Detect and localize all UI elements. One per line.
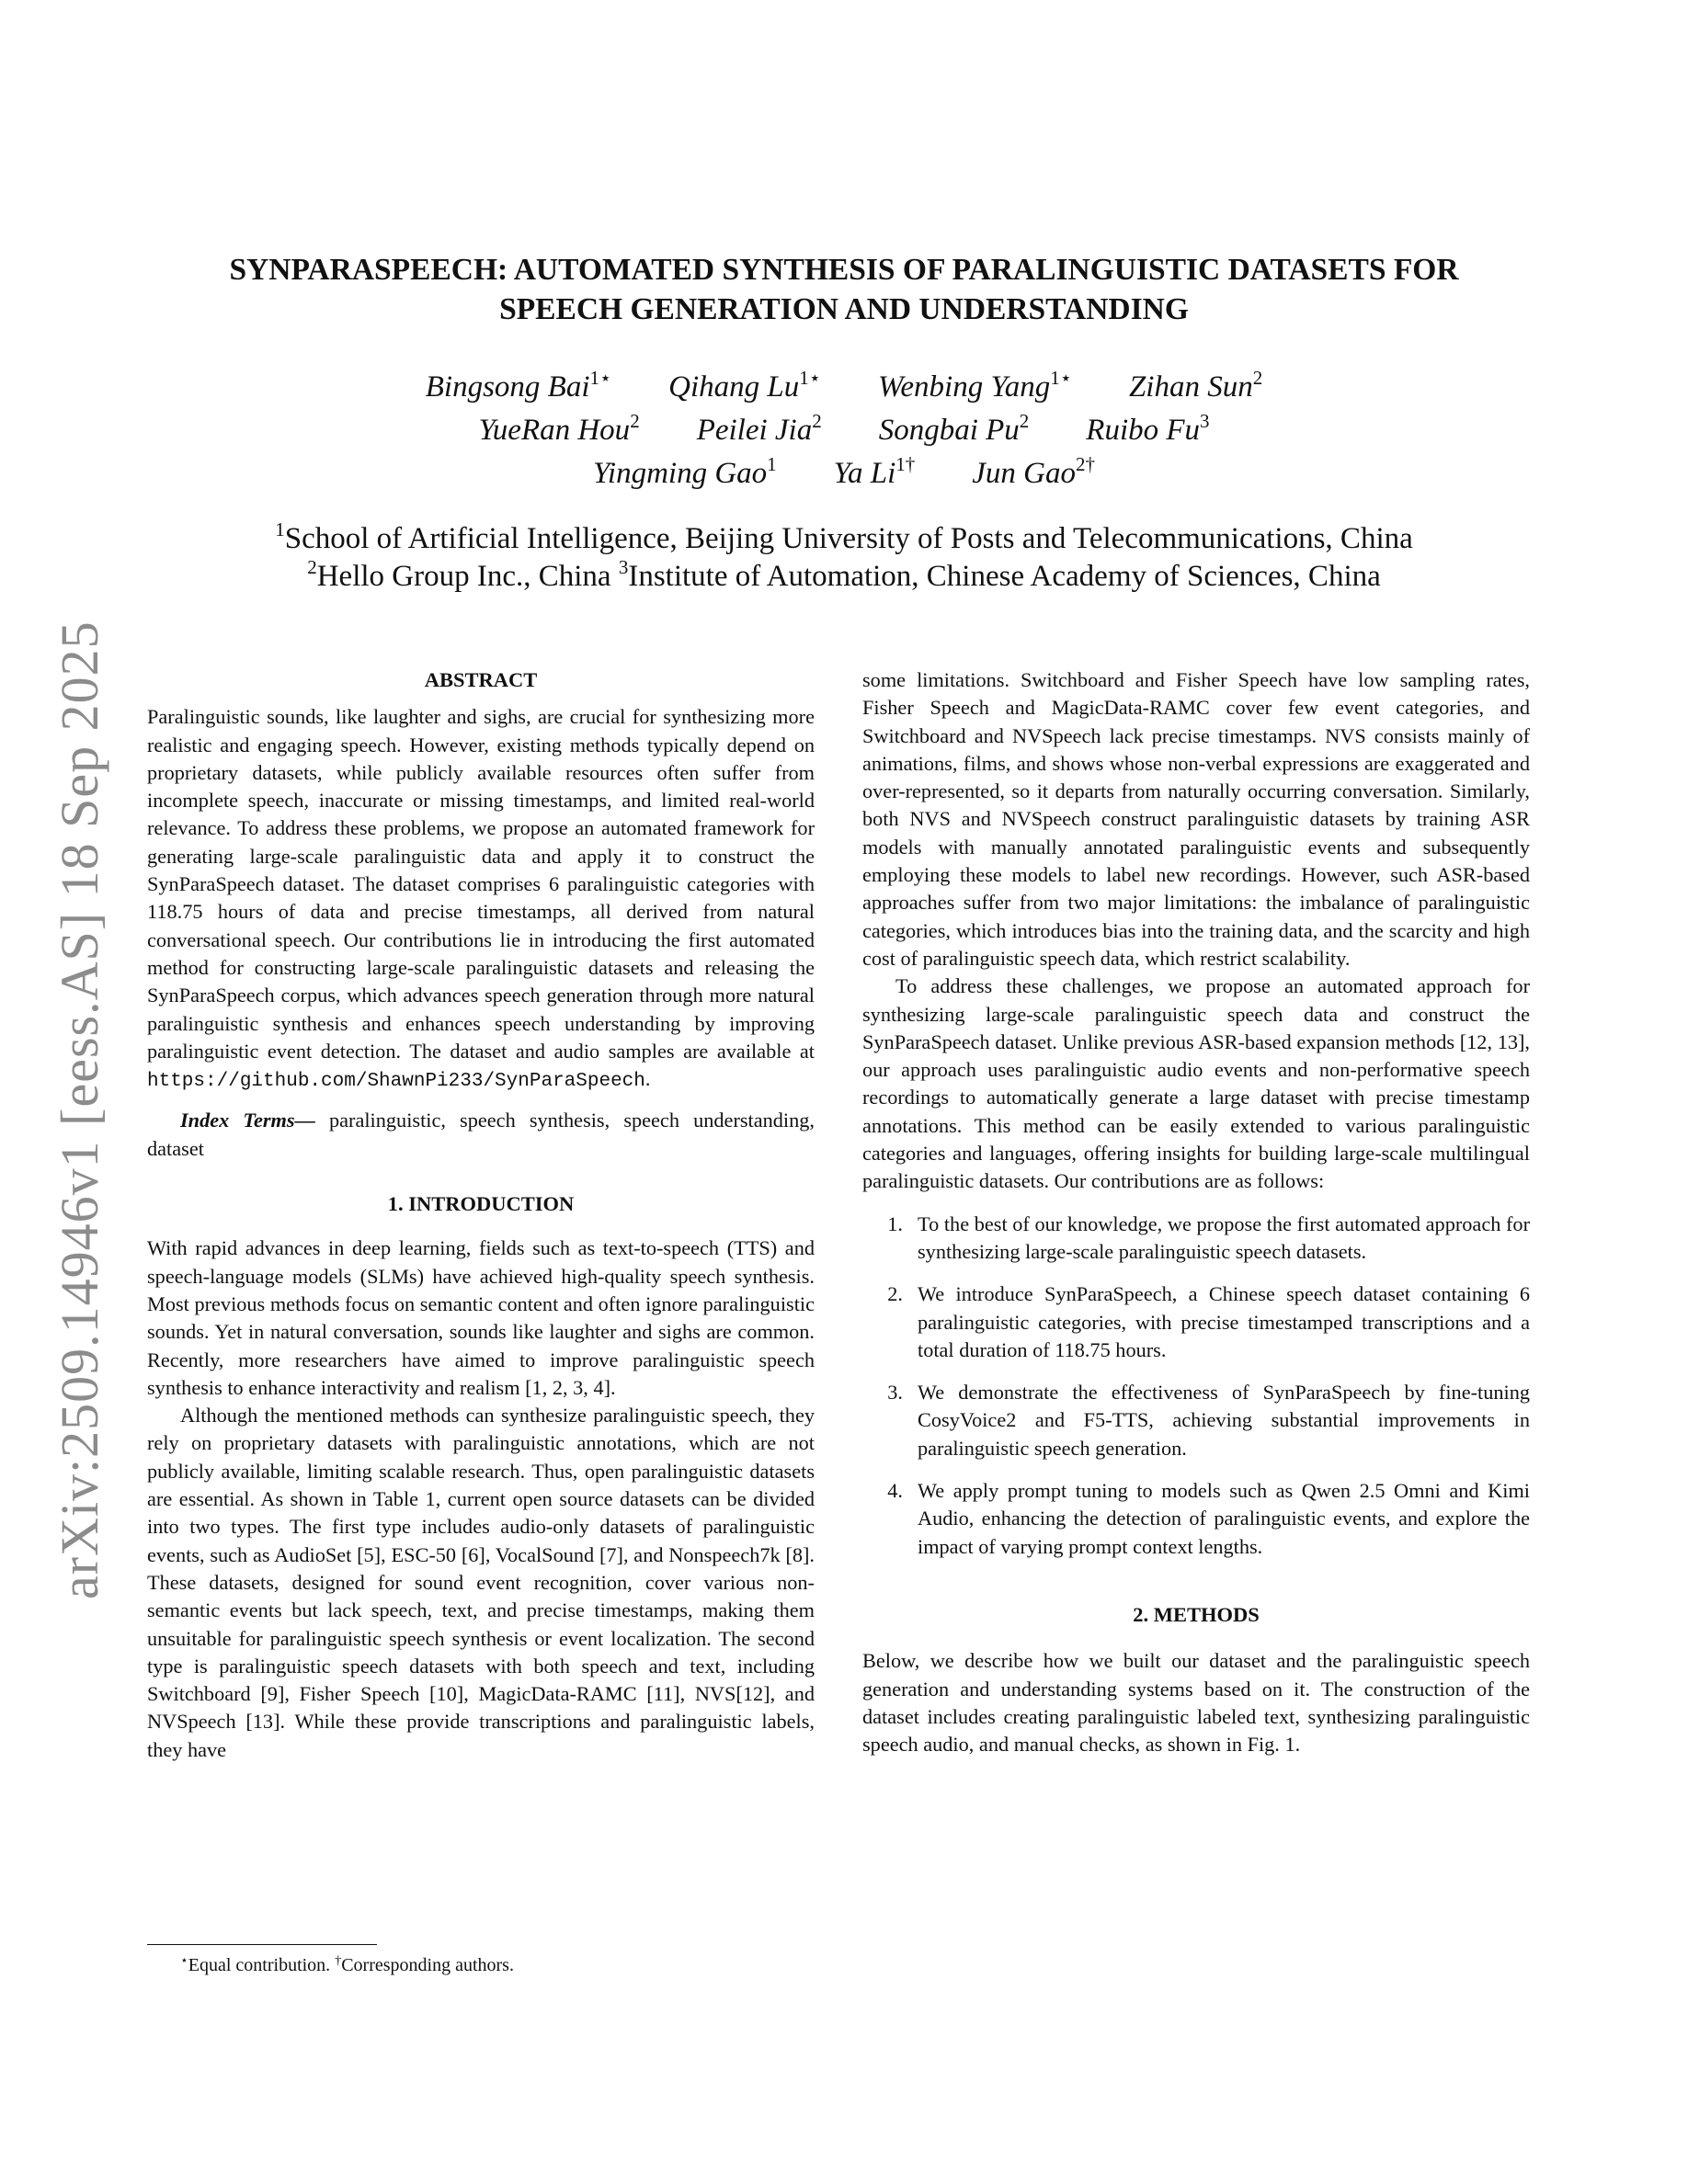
footnote-divider	[147, 1944, 377, 1945]
left-column	[147, 666, 815, 1764]
abstract-body: Paralinguistic sounds, like laughter and sighs, are crucial for synthesizing more realistic and engaging speech. However, existing methods typically depend on proprietary datasets, while publicly available resources often suffer from incomplete speech, inaccurate or missing timestamps, and limited real-world relevance. To address these problems, we propose an automated framework for generating large-scale paralinguistic data and apply it to construct the SynParaSpeech dataset. The dataset comprises 6 paralinguistic categories with 118.75 hours of data and precise timestamps, all derived from natural conversational speech. Our contributions lie in introducing the first automated method for constructing large-scale paralinguistic datasets and releasing the SynParaSpeech corpus, which advances speech generation through more natural paralinguistic synthesis and enhances speech understanding by improving paralinguistic event detection. The dataset and audio samples are available at https://github.com/ShawnPi233/SynParaSpeech.	[147, 705, 815, 1093]
author: Songbai Pu$^2$	[878, 410, 1030, 447]
affiliation-line-2: $^2$Hello Group Inc., China $^3$Institute of Automation, Chinese Academy of Sciences, China	[307, 556, 1381, 593]
author: Jun Gao$^{2\dagger}$	[972, 453, 1095, 490]
list-item: 3. We demonstrate the effectiveness of SynParaSpeech by fine-tuning CosyVoice2 and F5-TTS, achieving substantial improvements in paralinguistic speech generation.	[887, 1381, 1530, 1460]
affiliations	[138, 520, 1550, 596]
author: Qihang $Lu^{1⋆}$	[668, 367, 821, 404]
author: YueRan Hou$^2$	[478, 410, 640, 447]
author-row	[138, 452, 1550, 495]
author: Wenbing Yang$^{1⋆}$	[877, 367, 1072, 404]
arxiv-identifier: arXiv:2509.14946v1 [eess.AS] 18 Sep 2025	[50, 620, 109, 1599]
author: Zihan Sun$^2$	[1128, 367, 1263, 404]
methods-paragraph-1: Below, we describe how we built our dataset and the paralinguistic speech generation and understanding systems based on it. The construction of the dataset includes creating paralinguistic labeled text, synthesizing paralinguistic speech audio, and manual checks, as shown in Fig. 1.	[862, 1649, 1530, 1757]
intro-paragraph-3: some limitations. Switchboard and Fisher Speech have low sampling rates, Fisher Speech and MagicData-RAMC cover few event categories, and Switchboard and NVSpeech lack precise timestamps. NVS consists mainly of animations, films, and shows whose non-verbal expressions are exaggerated and over-represented, so it departs from naturally occurring conversation. Similarly, both NVS and NVSpeech construct paralinguistic datasets by training ASR models with manually annotated paralinguistic events and subsequently employing these models to label new recordings. However, such ASR-based approaches suffer from two major limitations: the imbalance of paralinguistic categories, which introduces bias into the training data, and the scarcity and high cost of paralinguistic speech data, which restrict scalability.	[862, 668, 1530, 970]
author-row	[138, 366, 1550, 409]
index-terms: Index Terms— paralinguistic, speech synthesis, speech understanding, dataset	[147, 1109, 815, 1160]
methods-heading: 2. METHODS	[1133, 1602, 1260, 1626]
intro-paragraph-4: To address these challenges, we propose an automated approach for synthesizing large-scale paralinguistic speech data and construct the SynParaSpeech dataset. Unlike previous ASR-based expansion methods [12, 13], our approach uses paralinguistic audio events and non-performative speech recordings to automatically generate a large dataset with precise timestamp annotations. This method can be easily extended to various paralinguistic categories and languages, offering insights for building large-scale multilingual paralinguistic datasets. Our contributions are as follows:	[862, 974, 1530, 1193]
author: Ruibo Fu$^3$	[1086, 410, 1210, 447]
contributions-list	[862, 1211, 1530, 1561]
dataset-link[interactable]: https://github.com/ShawnPi233/SynParaSpeech	[147, 1071, 645, 1093]
introduction-heading: 1. INTRODUCTION	[387, 1192, 575, 1216]
author-list	[138, 366, 1550, 495]
author: Peilei Jia$^2$	[696, 410, 822, 447]
affiliation-line-1: $^1$School of Artificial Intelligence, Beijing University of Posts and Telecommunications, China	[275, 518, 1413, 555]
index-terms-label: Index Terms—	[180, 1109, 315, 1132]
author-row	[138, 409, 1550, 452]
paper-title-line-2: SPEECH GENERATION AND UNDERSTANDING	[499, 292, 1189, 326]
paper-title	[138, 250, 1550, 329]
author: Yingming Gao$^1$	[593, 453, 777, 490]
paper-title-line-1: SYNPARASPEECH: AUTOMATED SYNTHESIS OF PARALINGUISTIC DATASETS FOR	[229, 253, 1459, 287]
right-column	[862, 666, 1530, 1758]
author: Ya $Li^{1\dagger}$	[833, 453, 916, 490]
footnote: ⋆Equal contribution. †Corresponding authors.	[180, 1954, 514, 1975]
list-item: 2. We introduce SynParaSpeech, a Chinese speech dataset containing 6 paralinguistic categories, with precise timestamped transcriptions and a total duration of 118.75 hours.	[887, 1282, 1530, 1361]
author: Bingsong Bai$^{1⋆}$	[425, 367, 612, 404]
abstract-heading: ABSTRACT	[424, 668, 538, 691]
intro-paragraph-2: Although the mentioned methods can synthesize paralinguistic speech, they rely on proprietary datasets with paralinguistic annotations, which are not publicly available, limiting scalable research. Thus, open paralinguistic datasets are essential. As shown in Table 1, current open source datasets can be divided into two types. The first type includes audio-only datasets of paralinguistic events, such as AudioSet [5], ESC-50 [6], VocalSound [7], and Nonspeech7k [8]. These datasets, designed for sound event recognition, cover various non-semantic events but lack speech, text, and precise timestamps, making them unsuitable for paralinguistic speech synthesis or event localization. The second type is paralinguistic speech datasets with both speech and text, including Switchboard [9], Fisher Speech [10], MagicData-RAMC [11], NVS[12], and NVSpeech [13]. While these provide transcriptions and paralinguistic labels, they have	[147, 1404, 815, 1761]
intro-paragraph-1: With rapid advances in deep learning, fields such as text-to-speech (TTS) and speech-language models (SLMs) have achieved high-quality speech synthesis. Most previous methods focus on semantic content and often ignore paralinguistic sounds. Yet in natural conversation, sounds like laughter and sighs are common. Recently, more researchers have aimed to improve paralinguistic speech synthesis to enhance interactivity and realism [1, 2, 3, 4].	[147, 1236, 815, 1399]
list-item: 1. To the best of our knowledge, we propose the first automated approach for synthesizing large-scale paralinguistic speech datasets.	[887, 1211, 1530, 1263]
list-item: 4. We apply prompt tuning to models such as Qwen 2.5 Omni and Kimi Audio, enhancing the detection of paralinguistic events, and explore the impact of varying prompt context lengths.	[887, 1479, 1530, 1558]
